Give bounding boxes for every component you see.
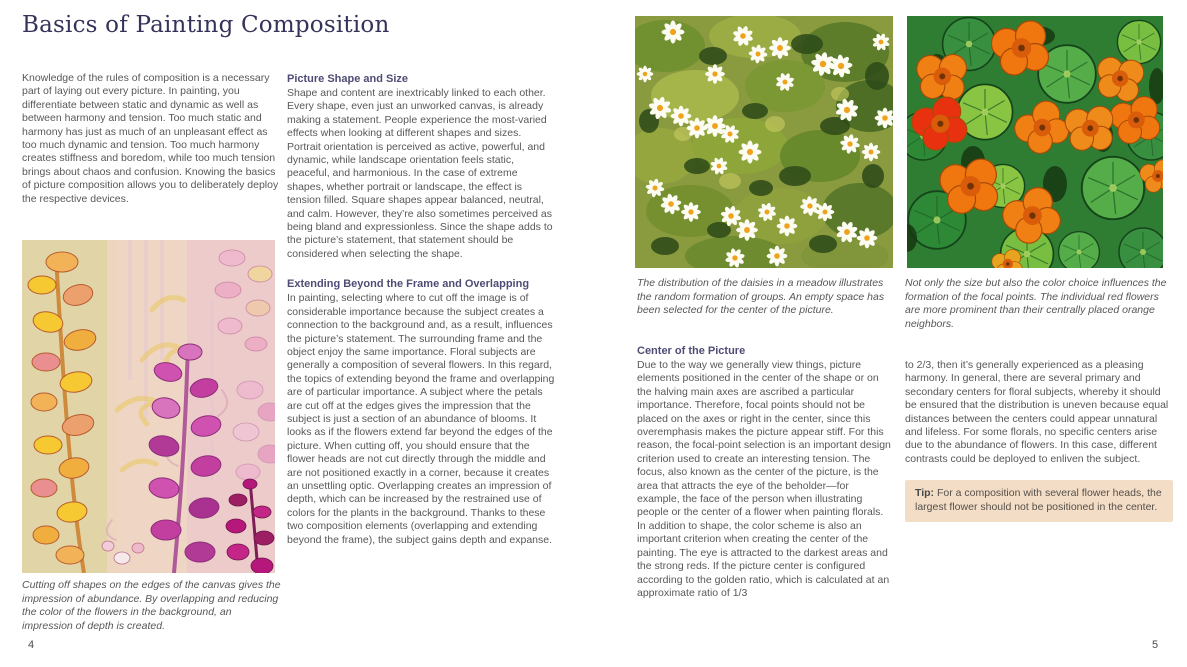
- painting-nasturtiums: [907, 16, 1163, 268]
- caption-snapdragons: Cutting off shapes on the edges of the canvas gives the impression of abundance. By overlapping and reducing the color of the flowers in the background, an impression of depth is created.: [22, 579, 281, 632]
- nasturtiums-painting-image: [907, 16, 1163, 268]
- page-number-right: 5: [1152, 639, 1159, 651]
- caption-daisies: The distribution of the daisies in a meadow illustrates the random formation of groups. An empty space has been selected for the center of the picture.: [637, 277, 885, 316]
- tip-box: [905, 480, 1173, 522]
- painting-daisies: [635, 16, 893, 268]
- painting-snapdragons: [22, 240, 275, 573]
- caption-nasturtiums: Not only the size but also the color choice influences the formation of the focal points. The individual red flowers are more prominent than their centrally placed orange neighbors.: [905, 277, 1167, 330]
- page-title: Basics of Painting Composition: [22, 12, 390, 38]
- section-picture-shape-and-size: [287, 72, 555, 261]
- section-heading: Picture Shape and Size: [287, 73, 409, 85]
- section-heading-center-of-picture: Center of the Picture: [637, 345, 746, 357]
- section-heading: Extending Beyond the Frame and Overlapping: [287, 278, 530, 291]
- section-body: In painting, selecting where to cut off the image is of considerable importance because the subject creates a connection to the background and, as a result, influences the picture’s statement. The surrounding frame and the object enjoy the same importance. Floral subjects are generally a composition of several flowers. In this regard, the topics of extending beyond the frame and overlapping are of particular importance. A subject where the petals are cut off at the edges gives the impression that the subject is just a section of an abundance of blooms. It looks as if the flowers extend far beyond the edges of the picture. When cutting off, you should ensure that the flower heads are not cut directly through the middle and are not positioned exactly in a corner, because it creates an unsettling optic. Overlapping creates an impression of depth, which can be increased by the restrained use of colors for the plants in the background. Thanks to these two composition elements (overlapping and extending beyond the frame), the subject gains depth and expanse.: [287, 292, 555, 546]
- tip-text: For a composition with several flower heads, the largest flower should not be positioned in the center.: [915, 487, 1162, 513]
- section-body: Shape and content are inextricably linked to each other. Every shape, even just an unworked canvas, is already making a statement. People experience the most-varied effects when looking at different shapes and sizes. Portrait orientation is perceived as active, powerful, and dynamic, while landscape orientation feels static, peaceful, and harmonious. In the case of extreme shapes, whether portrait or landscape, the effect is tension filled. Square shapes appear balanced, neutral, and calm. However, they’re also sometimes perceived as being bland and expressionless. Since the shape adds to the picture’s statement, that statement should be considered when selecting the shape.: [287, 87, 553, 260]
- intro-paragraph: Knowledge of the rules of composition is a necessary part of laying out every picture. In painting, you differentiate between static and dynamic as well as between harmony and tension. Too much static and harmony has just as much of an unpleasant effect as too much dynamic and tension. Too much harmony creates stiffness and boredom, while too much tension brings about chaos and confusion. Knowing the basics of picture composition allows you to deliberately deploy the respective devices.: [22, 72, 279, 205]
- left-page-main-column: [287, 72, 555, 547]
- section-extending-beyond-frame: [287, 277, 555, 547]
- page-number-left: 4: [28, 639, 35, 651]
- daisies-painting-image: [635, 16, 893, 268]
- tip-label: Tip:: [915, 487, 935, 499]
- snapdragons-painting-image: [22, 240, 275, 573]
- center-section-column-1: Due to the way we generally view things, picture elements positioned in the center of the shape or on the halving main axes are ascribed a particular importance. Therefore, focal points should not be placed on the axes or right in the center, since this overemphasis makes the picture appear stiff. For this reason, the focal-point selection is an important design criterion used to create an interesting tension. The focus, also known as the center of the picture, is the area that attracts the eye of the beholder—for example, the face of the person when illustrating people or the center of a flower when painting florals. In addition to shape, the color scheme is also an important criterion when creating the center of the painting. The eye is attracted to the darkest areas and the strong reds. If the picture center is configured according to the golden ratio, which is calculated at an approximate ratio of 1/3: [637, 359, 891, 599]
- center-section-column-2: to 2/3, then it’s generally experienced as a pleasing harmony. In general, there are several primary and secondary centers for floral subjects, whereby it should be ensured that the distribution is uneven because equal distances between the centers could appear unnatural and lifeless. For some florals, no specific centers arise due to the abundance of flowers. In this case, different contrasts could be deployed to enliven the subject.: [905, 359, 1169, 465]
